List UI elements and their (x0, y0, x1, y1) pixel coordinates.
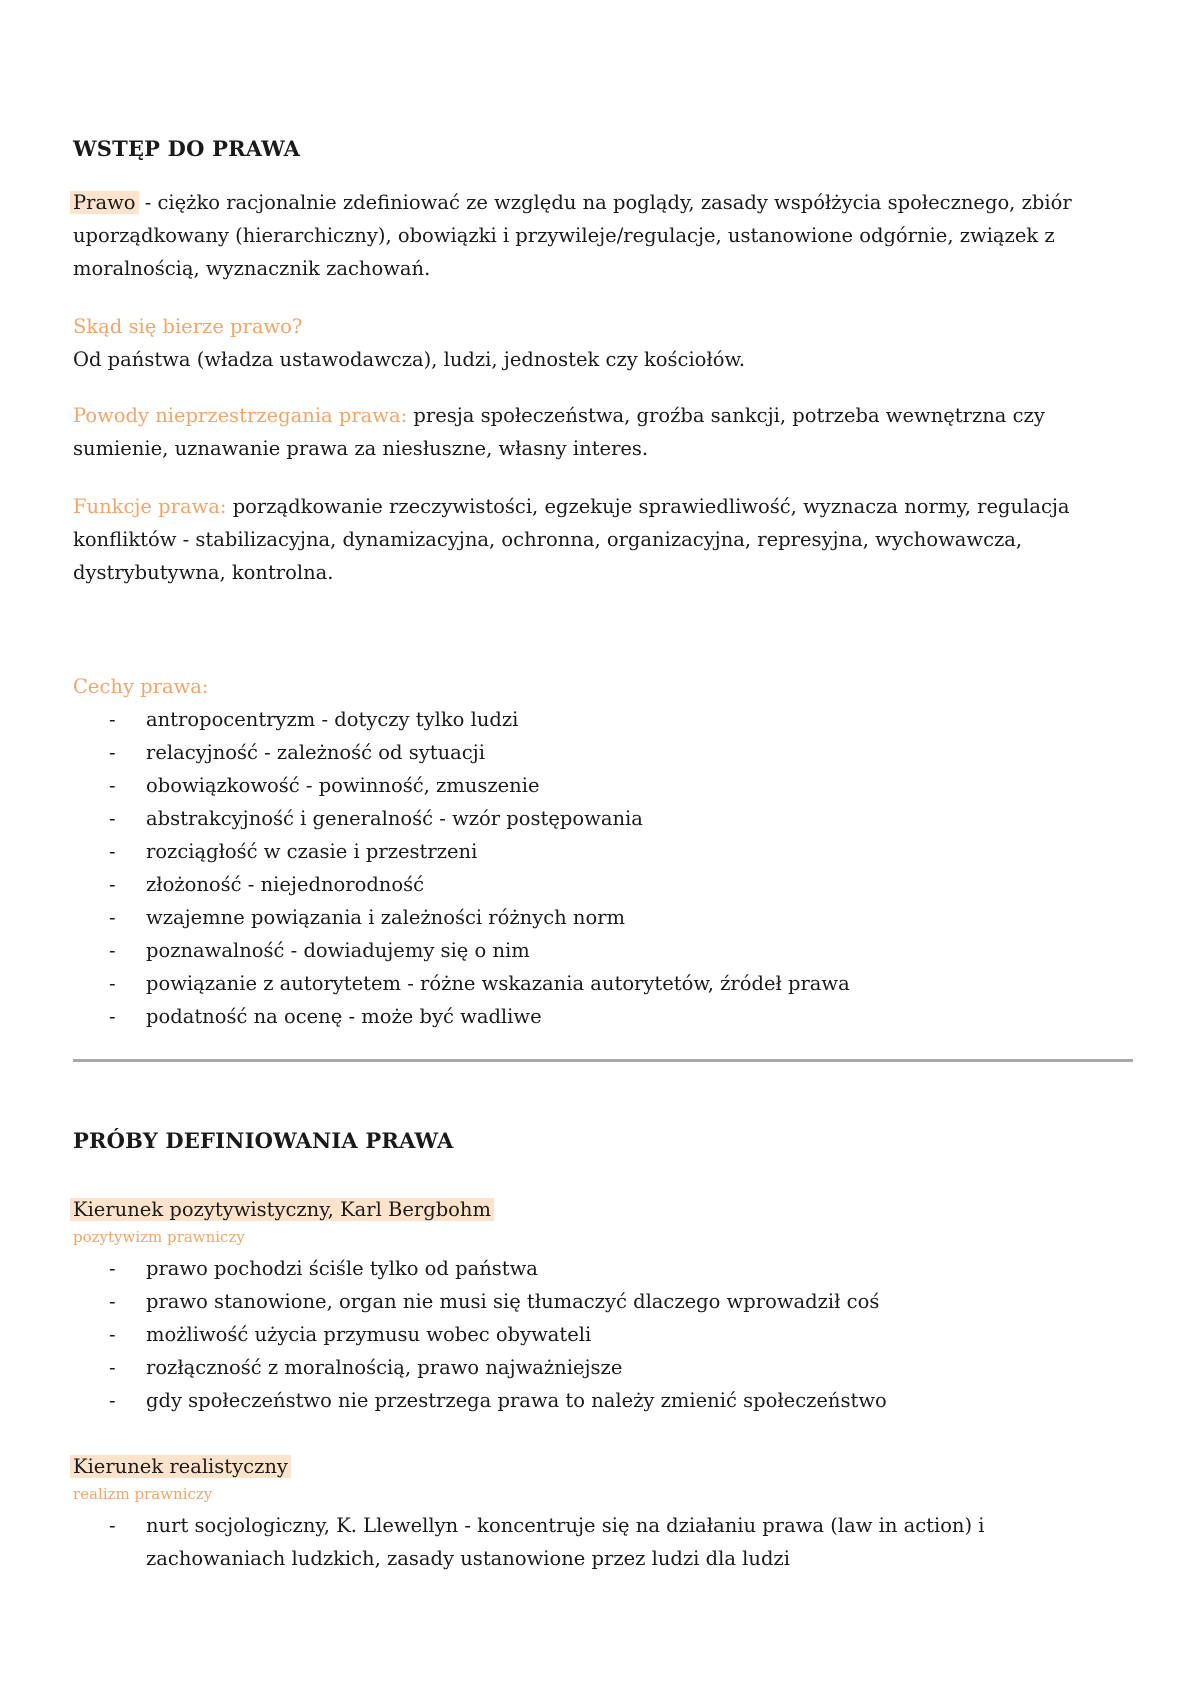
positivist-heading: Kierunek pozytywistyczny, Karl Bergbohm (70, 1198, 494, 1221)
list-item: - prawo pochodzi ściśle tylko od państwa (73, 1252, 1133, 1285)
positivist-subtitle: pozytywizm prawniczy (73, 1228, 245, 1246)
list-item: - relacyjność - zależność od sytuacji (73, 736, 1133, 769)
list-item: - powiązanie z autorytetem - różne wskazania autorytetów, źródeł prawa (73, 967, 1133, 1000)
source-block (73, 310, 1133, 376)
realist-heading: Kierunek realistyczny (70, 1455, 291, 1478)
features-label: Cechy prawa: (73, 675, 209, 698)
section-title-definitions: PRÓBY DEFINIOWANIA PRAWA (73, 1128, 454, 1153)
definition-text: - ciężko racjonalnie zdefiniować ze względu na poglądy, zasady współżycia społecznego, zbiór uporządkowany (hierarchiczny), obowiązki i przywileje/regulacje, ustanowione odgórnie, związek z moralnością, wyznacznik zachowań. (73, 191, 1072, 280)
list-item: - rozciągłość w czasie i przestrzeni (73, 835, 1133, 868)
section-title-intro: WSTĘP DO PRAWA (73, 136, 301, 161)
list-item: - wzajemne powiązania i zależności różnych norm (73, 901, 1133, 934)
realist-subtitle: realizm prawniczy (73, 1485, 213, 1503)
list-item: - nurt socjologiczny, K. Llewellyn - koncentruje się na działaniu prawa (law in action) i zachowaniach ludzkich, zasady ustanowione przez ludzi dla ludzi (73, 1509, 1133, 1575)
list-item: - abstrakcyjność i generalność - wzór postępowania (73, 802, 1133, 835)
source-answer: Od państwa (władza ustawodawcza), ludzi, jednostek czy kościołów. (73, 348, 746, 371)
realist-heading-line (73, 1450, 1133, 1483)
source-question: Skąd się bierze prawo? (73, 315, 303, 338)
highlighted-term: Prawo (70, 191, 139, 214)
reasons-label: Powody nieprzestrzegania prawa: (73, 404, 408, 427)
positivist-list (73, 1252, 1133, 1417)
list-item: - prawo stanowione, organ nie musi się tłumaczyć dlaczego wprowadził coś (73, 1285, 1133, 1318)
list-item: - gdy społeczeństwo nie przestrzega prawa to należy zmienić społeczeństwo (73, 1384, 1133, 1417)
reasons-text: presja społeczeństwa, groźba sankcji, potrzeba wewnętrzna czy sumienie, uznawanie prawa za niesłuszne, własny interes. (73, 404, 1045, 460)
list-item: - złożoność - niejednorodność (73, 868, 1133, 901)
definition-paragraph (73, 186, 1133, 285)
list-item: - poznawalność - dowiadujemy się o nim (73, 934, 1133, 967)
list-item: - podatność na ocenę - może być wadliwe (73, 1000, 1133, 1033)
horizontal-rule (73, 1059, 1133, 1062)
realist-list (73, 1509, 1133, 1575)
positivist-heading-line (73, 1193, 1133, 1226)
functions-text: porządkowanie rzeczywistości, egzekuje sprawiedliwość, wyznacza normy, regulacja konfliktów - stabilizacyjna, dynamizacyjna, ochronna, organizacyjna, represyjna, wychowawcza, dystrybutywna, kontrolna. (73, 495, 1070, 584)
list-item: - rozłączność z moralnością, prawo najważniejsze (73, 1351, 1133, 1384)
list-item: - obowiązkowość - powinność, zmuszenie (73, 769, 1133, 802)
functions-paragraph (73, 490, 1133, 589)
list-item: - antropocentryzm - dotyczy tylko ludzi (73, 703, 1133, 736)
list-item: - możliwość użycia przymusu wobec obywateli (73, 1318, 1133, 1351)
functions-label: Funkcje prawa: (73, 495, 227, 518)
features-list (73, 703, 1133, 1033)
reasons-paragraph (73, 399, 1133, 465)
